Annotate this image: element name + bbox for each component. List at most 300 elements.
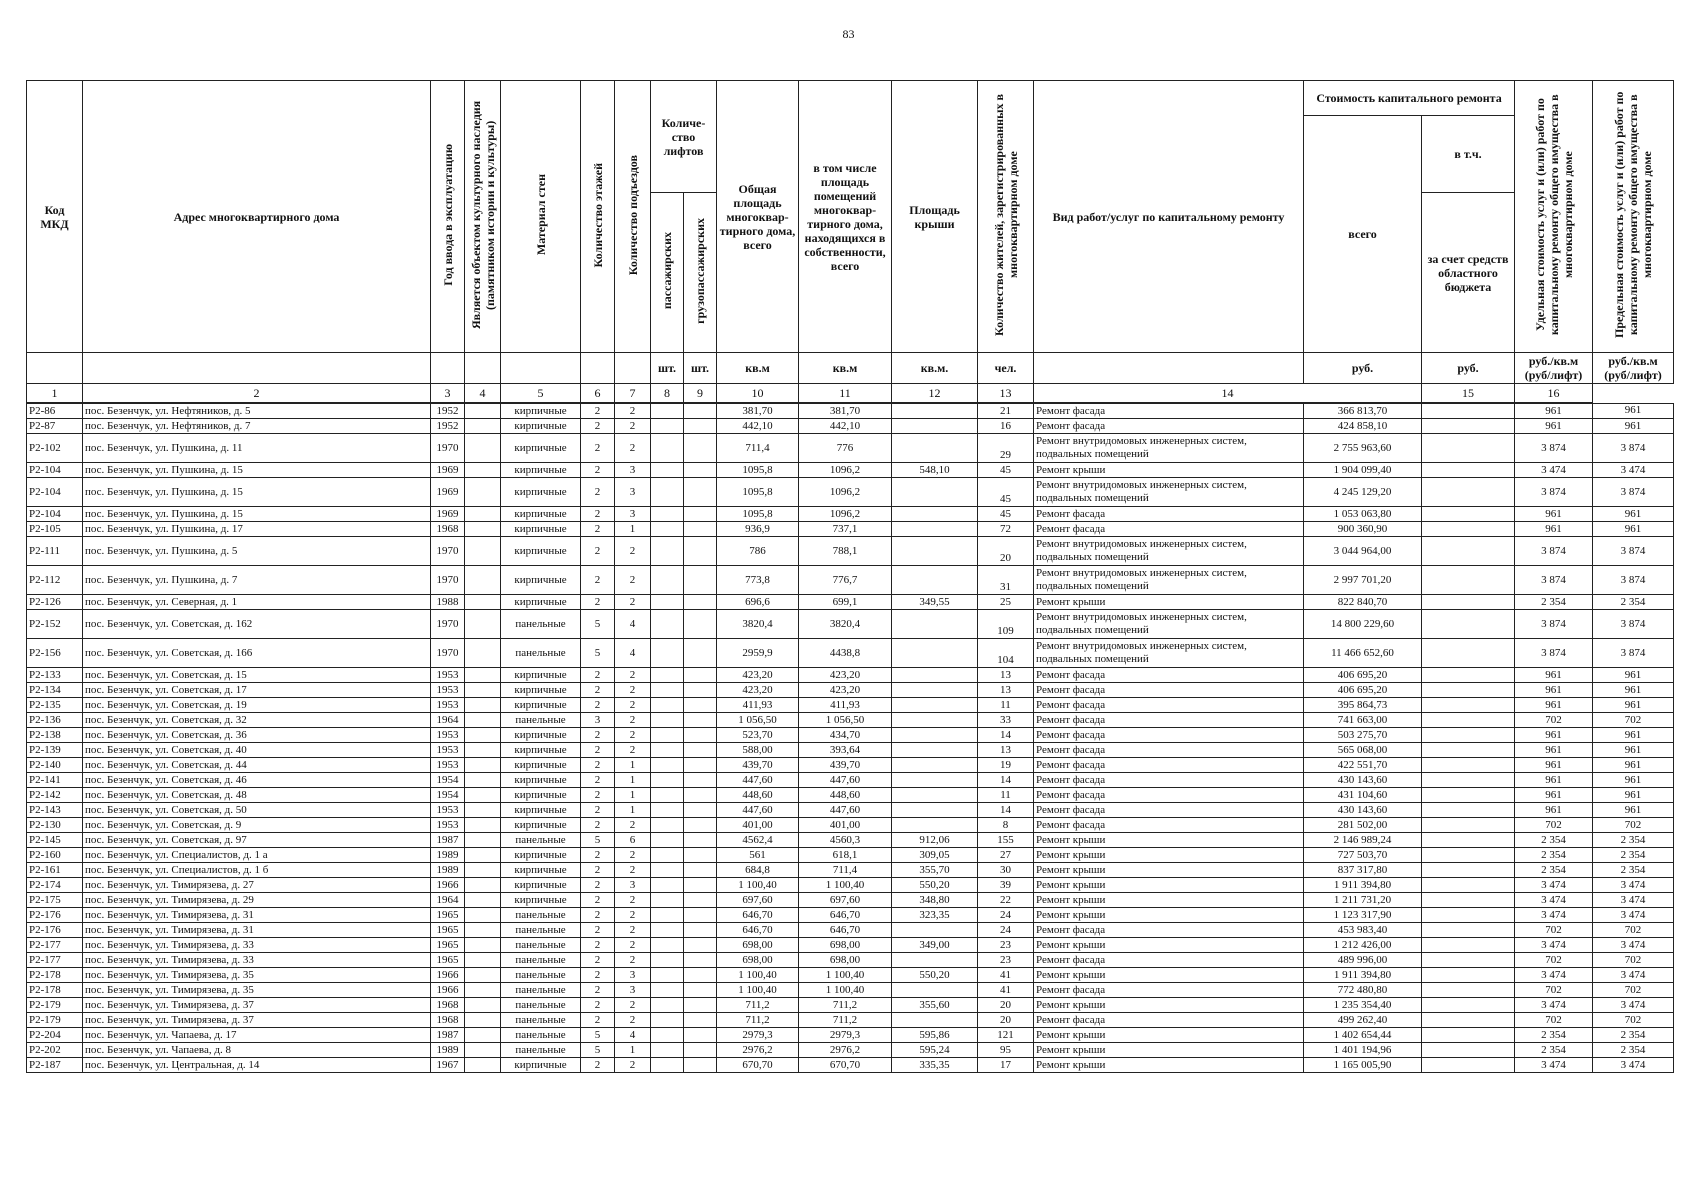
cell-limit-cost: 961 [1593, 728, 1674, 743]
cell-limit-cost: 961 [1593, 788, 1674, 803]
cell-unit-cost: 3 474 [1515, 908, 1593, 923]
cell-residents: 33 [978, 713, 1034, 728]
cell-wall: кирпичные [501, 728, 581, 743]
cell-cost-total: 3 044 964,00 [1304, 537, 1422, 566]
cell-address: пос. Безенчук, ул. Советская, д. 32 [83, 713, 431, 728]
cell-lifts-cargo [684, 1028, 717, 1043]
cell-floors: 2 [581, 537, 615, 566]
column-number: 16 [1515, 384, 1593, 404]
cell-residents: 20 [978, 537, 1034, 566]
cell-lifts-cargo [684, 566, 717, 595]
cell-area-total: 2976,2 [717, 1043, 799, 1058]
cell-lifts-cargo [684, 713, 717, 728]
cell-entrances: 2 [615, 743, 651, 758]
cell-residents: 29 [978, 434, 1034, 463]
cell-wall: панельные [501, 1028, 581, 1043]
cell-cost-total: 4 245 129,20 [1304, 478, 1422, 507]
cell-code: Р2-174 [27, 878, 83, 893]
cell-floors: 2 [581, 1058, 615, 1073]
cell-code: Р2-142 [27, 788, 83, 803]
cell-entrances: 2 [615, 938, 651, 953]
cell-lifts-passenger [651, 419, 684, 434]
cell-roof [892, 668, 978, 683]
cell-cost-regional [1422, 803, 1515, 818]
cell-address: пос. Безенчук, ул. Тимирязева, д. 35 [83, 983, 431, 998]
cell-limit-cost: 2 354 [1593, 1028, 1674, 1043]
cell-roof [892, 566, 978, 595]
table-row [27, 537, 1674, 566]
cell-area-total: 447,60 [717, 773, 799, 788]
table-row [27, 507, 1674, 522]
cell-address: пос. Безенчук, ул. Советская, д. 19 [83, 698, 431, 713]
cell-lifts-cargo [684, 403, 717, 419]
cell-year: 1966 [431, 983, 465, 998]
cell-work: Ремонт крыши [1034, 938, 1304, 953]
cell-address: пос. Безенчук, ул. Пушкина, д. 15 [83, 478, 431, 507]
header-roof-area: Площадь крыши [892, 81, 978, 353]
cell-heritage [465, 522, 501, 537]
cell-area-total: 697,60 [717, 893, 799, 908]
cell-wall: кирпичные [501, 803, 581, 818]
cell-roof [892, 773, 978, 788]
cell-limit-cost: 3 874 [1593, 566, 1674, 595]
cell-heritage [465, 566, 501, 595]
cell-roof [892, 683, 978, 698]
cell-lifts-cargo [684, 1043, 717, 1058]
cell-code: Р2-126 [27, 595, 83, 610]
cell-unit-cost: 2 354 [1515, 848, 1593, 863]
cell-area-owned: 737,1 [799, 522, 892, 537]
cell-area-total: 711,2 [717, 1013, 799, 1028]
cell-floors: 2 [581, 758, 615, 773]
table-row [27, 1043, 1674, 1058]
cell-work: Ремонт фасада [1034, 803, 1304, 818]
cell-limit-cost: 702 [1593, 818, 1674, 833]
header-year: Год ввода в эксплуатацию [431, 81, 465, 353]
cell-address: пос. Безенчук, ул. Советская, д. 9 [83, 818, 431, 833]
cell-area-owned: 711,4 [799, 863, 892, 878]
cell-limit-cost: 3 474 [1593, 938, 1674, 953]
cell-work: Ремонт внутридомовых инженерных систем, подвальных помещений [1034, 610, 1304, 639]
cell-roof [892, 983, 978, 998]
table-row [27, 595, 1674, 610]
cell-area-total: 646,70 [717, 908, 799, 923]
header-floors: Количество этажей [581, 81, 615, 353]
cell-roof: 548,10 [892, 463, 978, 478]
cell-floors: 2 [581, 403, 615, 419]
cell-area-owned: 698,00 [799, 938, 892, 953]
cell-residents: 39 [978, 878, 1034, 893]
cell-heritage [465, 610, 501, 639]
cell-address: пос. Безенчук, ул. Тимирязева, д. 35 [83, 968, 431, 983]
cell-wall: панельные [501, 983, 581, 998]
cell-entrances: 4 [615, 639, 651, 668]
cell-floors: 2 [581, 743, 615, 758]
cell-cost-regional [1422, 953, 1515, 968]
cell-lifts-passenger [651, 1013, 684, 1028]
cell-code: Р2-140 [27, 758, 83, 773]
cell-year: 1967 [431, 1058, 465, 1073]
cell-entrances: 2 [615, 668, 651, 683]
cell-code: Р2-179 [27, 998, 83, 1013]
cell-entrances: 3 [615, 507, 651, 522]
cell-work: Ремонт внутридомовых инженерных систем, подвальных помещений [1034, 478, 1304, 507]
cell-floors: 2 [581, 478, 615, 507]
cell-lifts-cargo [684, 478, 717, 507]
cell-area-owned: 711,2 [799, 998, 892, 1013]
cell-cost-regional [1422, 639, 1515, 668]
cell-floors: 5 [581, 610, 615, 639]
cell-unit-cost: 3 874 [1515, 639, 1593, 668]
cell-unit-cost: 961 [1515, 522, 1593, 537]
cell-area-total: 786 [717, 537, 799, 566]
cell-area-total: 1 056,50 [717, 713, 799, 728]
cell-residents: 11 [978, 698, 1034, 713]
cell-cost-regional [1422, 463, 1515, 478]
cell-limit-cost: 961 [1593, 743, 1674, 758]
cell-limit-cost: 3 474 [1593, 463, 1674, 478]
cell-wall: кирпичные [501, 463, 581, 478]
cell-unit-cost: 2 354 [1515, 833, 1593, 848]
cell-lifts-cargo [684, 938, 717, 953]
cell-cost-regional [1422, 1058, 1515, 1073]
cell-limit-cost: 961 [1593, 773, 1674, 788]
cell-entrances: 2 [615, 728, 651, 743]
cell-year: 1970 [431, 566, 465, 595]
unit-cell [501, 353, 581, 384]
cell-work: Ремонт крыши [1034, 1028, 1304, 1043]
cell-cost-total: 1 053 063,80 [1304, 507, 1422, 522]
cell-cost-total: 822 840,70 [1304, 595, 1422, 610]
cell-roof [892, 743, 978, 758]
cell-lifts-passenger [651, 463, 684, 478]
cell-heritage [465, 743, 501, 758]
cell-code: Р2-104 [27, 463, 83, 478]
cell-heritage [465, 403, 501, 419]
cell-unit-cost: 2 354 [1515, 595, 1593, 610]
cell-cost-total: 499 262,40 [1304, 1013, 1422, 1028]
cell-cost-total: 503 275,70 [1304, 728, 1422, 743]
cell-cost-regional [1422, 728, 1515, 743]
cell-entrances: 3 [615, 968, 651, 983]
cell-roof: 550,20 [892, 968, 978, 983]
cell-residents: 13 [978, 743, 1034, 758]
cell-cost-regional [1422, 507, 1515, 522]
cell-residents: 14 [978, 728, 1034, 743]
cell-code: Р2-133 [27, 668, 83, 683]
cell-lifts-passenger [651, 698, 684, 713]
cell-entrances: 2 [615, 713, 651, 728]
cell-heritage [465, 698, 501, 713]
cell-unit-cost: 961 [1515, 403, 1593, 419]
table-row [27, 938, 1674, 953]
cell-roof: 335,35 [892, 1058, 978, 1073]
cell-address: пос. Безенчук, ул. Советская, д. 15 [83, 668, 431, 683]
cell-unit-cost: 3 474 [1515, 1058, 1593, 1073]
cell-area-total: 646,70 [717, 923, 799, 938]
cell-limit-cost: 961 [1593, 698, 1674, 713]
cell-floors: 2 [581, 773, 615, 788]
cell-heritage [465, 419, 501, 434]
cell-cost-total: 11 466 652,60 [1304, 639, 1422, 668]
cell-area-total: 1095,8 [717, 507, 799, 522]
cell-area-owned: 1096,2 [799, 478, 892, 507]
cell-cost-total: 406 695,20 [1304, 668, 1422, 683]
cell-lifts-passenger [651, 595, 684, 610]
cell-unit-cost: 702 [1515, 818, 1593, 833]
cell-lifts-passenger [651, 788, 684, 803]
cell-address: пос. Безенчук, ул. Чапаева, д. 17 [83, 1028, 431, 1043]
unit-cell [431, 353, 465, 384]
cell-work: Ремонт фасада [1034, 419, 1304, 434]
cell-wall: панельные [501, 968, 581, 983]
cell-cost-regional [1422, 923, 1515, 938]
cell-floors: 2 [581, 434, 615, 463]
header-code: Код МКД [27, 81, 83, 353]
table-row [27, 998, 1674, 1013]
unit-cell [581, 353, 615, 384]
cell-cost-total: 453 983,40 [1304, 923, 1422, 938]
cell-limit-cost: 3 474 [1593, 908, 1674, 923]
cell-unit-cost: 702 [1515, 983, 1593, 998]
cell-wall: кирпичные [501, 403, 581, 419]
cell-address: пос. Безенчук, ул. Пушкина, д. 15 [83, 463, 431, 478]
unit-cell [465, 353, 501, 384]
cell-lifts-cargo [684, 1013, 717, 1028]
cell-limit-cost: 3 874 [1593, 478, 1674, 507]
cell-work: Ремонт фасада [1034, 983, 1304, 998]
cell-wall: кирпичные [501, 878, 581, 893]
cell-entrances: 6 [615, 833, 651, 848]
table-row [27, 923, 1674, 938]
table-row [27, 683, 1674, 698]
cell-wall: панельные [501, 953, 581, 968]
cell-address: пос. Безенчук, ул. Пушкина, д. 11 [83, 434, 431, 463]
cell-roof [892, 537, 978, 566]
cell-area-total: 523,70 [717, 728, 799, 743]
cell-address: пос. Безенчук, ул. Тимирязева, д. 29 [83, 893, 431, 908]
cell-lifts-passenger [651, 803, 684, 818]
cell-residents: 45 [978, 507, 1034, 522]
cell-year: 1989 [431, 1043, 465, 1058]
column-number: 10 [717, 384, 799, 404]
cell-address: пос. Безенчук, ул. Тимирязева, д. 31 [83, 923, 431, 938]
cell-unit-cost: 3 474 [1515, 998, 1593, 1013]
cell-lifts-cargo [684, 507, 717, 522]
cell-limit-cost: 3 474 [1593, 893, 1674, 908]
cell-wall: кирпичные [501, 818, 581, 833]
cell-unit-cost: 702 [1515, 713, 1593, 728]
cell-cost-regional [1422, 938, 1515, 953]
cell-area-owned: 618,1 [799, 848, 892, 863]
cell-lifts-cargo [684, 522, 717, 537]
cell-area-total: 448,60 [717, 788, 799, 803]
unit-area-total: кв.м [717, 353, 799, 384]
cell-wall: кирпичные [501, 773, 581, 788]
cell-entrances: 2 [615, 863, 651, 878]
cell-code: Р2-179 [27, 1013, 83, 1028]
cell-address: пос. Безенчук, ул. Нефтяников, д. 7 [83, 419, 431, 434]
cell-lifts-cargo [684, 968, 717, 983]
cell-address: пос. Безенчук, ул. Советская, д. 50 [83, 803, 431, 818]
cell-area-owned: 393,64 [799, 743, 892, 758]
cell-roof: 595,24 [892, 1043, 978, 1058]
cell-residents: 16 [978, 419, 1034, 434]
cell-code: Р2-130 [27, 818, 83, 833]
cell-lifts-passenger [651, 683, 684, 698]
cell-cost-total: 281 502,00 [1304, 818, 1422, 833]
cell-work: Ремонт крыши [1034, 463, 1304, 478]
cell-lifts-passenger [651, 403, 684, 419]
table-body [27, 403, 1674, 1073]
cell-cost-total: 1 911 394,80 [1304, 968, 1422, 983]
cell-year: 1989 [431, 848, 465, 863]
cell-floors: 2 [581, 893, 615, 908]
cell-lifts-passenger [651, 923, 684, 938]
cell-floors: 5 [581, 639, 615, 668]
cell-cost-total: 430 143,60 [1304, 803, 1422, 818]
cell-area-total: 439,70 [717, 758, 799, 773]
cell-lifts-passenger [651, 953, 684, 968]
cell-area-total: 401,00 [717, 818, 799, 833]
cell-lifts-cargo [684, 773, 717, 788]
cell-limit-cost: 3 874 [1593, 639, 1674, 668]
cell-entrances: 2 [615, 566, 651, 595]
cell-cost-total: 1 401 194,96 [1304, 1043, 1422, 1058]
cell-heritage [465, 1028, 501, 1043]
cell-area-owned: 448,60 [799, 788, 892, 803]
cell-area-owned: 788,1 [799, 537, 892, 566]
table-row [27, 668, 1674, 683]
column-number: 2 [83, 384, 431, 404]
cell-unit-cost: 961 [1515, 773, 1593, 788]
unit-limit-cost: руб./кв.м (руб/лифт) [1593, 353, 1674, 384]
cell-year: 1970 [431, 537, 465, 566]
cell-year: 1966 [431, 968, 465, 983]
cell-work: Ремонт крыши [1034, 848, 1304, 863]
cell-heritage [465, 818, 501, 833]
cell-lifts-passenger [651, 639, 684, 668]
cell-lifts-cargo [684, 758, 717, 773]
cell-lifts-passenger [651, 566, 684, 595]
cell-roof: 323,35 [892, 908, 978, 923]
cell-area-total: 2959,9 [717, 639, 799, 668]
cell-work: Ремонт крыши [1034, 878, 1304, 893]
header-entrances: Количество подъездов [615, 81, 651, 353]
cell-area-owned: 442,10 [799, 419, 892, 434]
cell-wall: панельные [501, 998, 581, 1013]
cell-code: Р2-160 [27, 848, 83, 863]
cell-address: пос. Безенчук, ул. Пушкина, д. 7 [83, 566, 431, 595]
cell-residents: 17 [978, 1058, 1034, 1073]
cell-code: Р2-202 [27, 1043, 83, 1058]
cell-lifts-passenger [651, 848, 684, 863]
cell-area-total: 442,10 [717, 419, 799, 434]
cell-residents: 24 [978, 923, 1034, 938]
cell-area-owned: 4560,3 [799, 833, 892, 848]
cell-unit-cost: 961 [1515, 698, 1593, 713]
cell-area-total: 1 100,40 [717, 983, 799, 998]
cell-entrances: 2 [615, 683, 651, 698]
cell-limit-cost: 3 474 [1593, 878, 1674, 893]
cell-year: 1965 [431, 953, 465, 968]
cell-code: Р2-135 [27, 698, 83, 713]
cell-lifts-cargo [684, 698, 717, 713]
cell-roof [892, 434, 978, 463]
cell-lifts-cargo [684, 908, 717, 923]
cell-heritage [465, 968, 501, 983]
cell-floors: 5 [581, 833, 615, 848]
cell-area-owned: 411,93 [799, 698, 892, 713]
cell-cost-total: 1 211 731,20 [1304, 893, 1422, 908]
cell-limit-cost: 3 474 [1593, 998, 1674, 1013]
cell-cost-regional [1422, 848, 1515, 863]
unit-cell [1034, 353, 1304, 384]
cell-limit-cost: 961 [1593, 522, 1674, 537]
cell-wall: кирпичные [501, 537, 581, 566]
cell-entrances: 2 [615, 953, 651, 968]
cell-cost-regional [1422, 698, 1515, 713]
cell-area-owned: 776 [799, 434, 892, 463]
cell-entrances: 3 [615, 478, 651, 507]
cell-lifts-passenger [651, 833, 684, 848]
cell-limit-cost: 2 354 [1593, 1043, 1674, 1058]
table-row [27, 953, 1674, 968]
column-number: 4 [465, 384, 501, 404]
cell-unit-cost: 961 [1515, 419, 1593, 434]
cell-wall: кирпичные [501, 893, 581, 908]
cell-work: Ремонт крыши [1034, 1043, 1304, 1058]
cell-area-owned: 646,70 [799, 923, 892, 938]
cell-lifts-cargo [684, 537, 717, 566]
cell-limit-cost: 2 354 [1593, 863, 1674, 878]
cell-cost-regional [1422, 1043, 1515, 1058]
table-row [27, 639, 1674, 668]
table-row [27, 788, 1674, 803]
cell-cost-total: 741 663,00 [1304, 713, 1422, 728]
cell-year: 1965 [431, 908, 465, 923]
cell-unit-cost: 702 [1515, 1013, 1593, 1028]
cell-work: Ремонт внутридомовых инженерных систем, подвальных помещений [1034, 566, 1304, 595]
cell-roof [892, 803, 978, 818]
table-row [27, 478, 1674, 507]
cell-floors: 2 [581, 848, 615, 863]
cell-code: Р2-156 [27, 639, 83, 668]
table-row [27, 818, 1674, 833]
cell-area-owned: 3820,4 [799, 610, 892, 639]
cell-address: пос. Безенчук, ул. Тимирязева, д. 37 [83, 998, 431, 1013]
cell-residents: 72 [978, 522, 1034, 537]
cell-area-owned: 423,20 [799, 668, 892, 683]
cell-cost-regional [1422, 788, 1515, 803]
cell-unit-cost: 961 [1515, 758, 1593, 773]
cell-work: Ремонт крыши [1034, 833, 1304, 848]
cell-entrances: 1 [615, 773, 651, 788]
cell-cost-total: 1 904 099,40 [1304, 463, 1422, 478]
cell-entrances: 1 [615, 522, 651, 537]
cell-area-total: 711,2 [717, 998, 799, 1013]
cell-limit-cost: 702 [1593, 1013, 1674, 1028]
cell-cost-regional [1422, 878, 1515, 893]
cell-wall: кирпичные [501, 668, 581, 683]
cell-floors: 5 [581, 1028, 615, 1043]
cell-wall: кирпичные [501, 478, 581, 507]
cell-heritage [465, 463, 501, 478]
cell-code: Р2-136 [27, 713, 83, 728]
cell-residents: 27 [978, 848, 1034, 863]
cell-limit-cost: 3 474 [1593, 1058, 1674, 1073]
table-row [27, 463, 1674, 478]
